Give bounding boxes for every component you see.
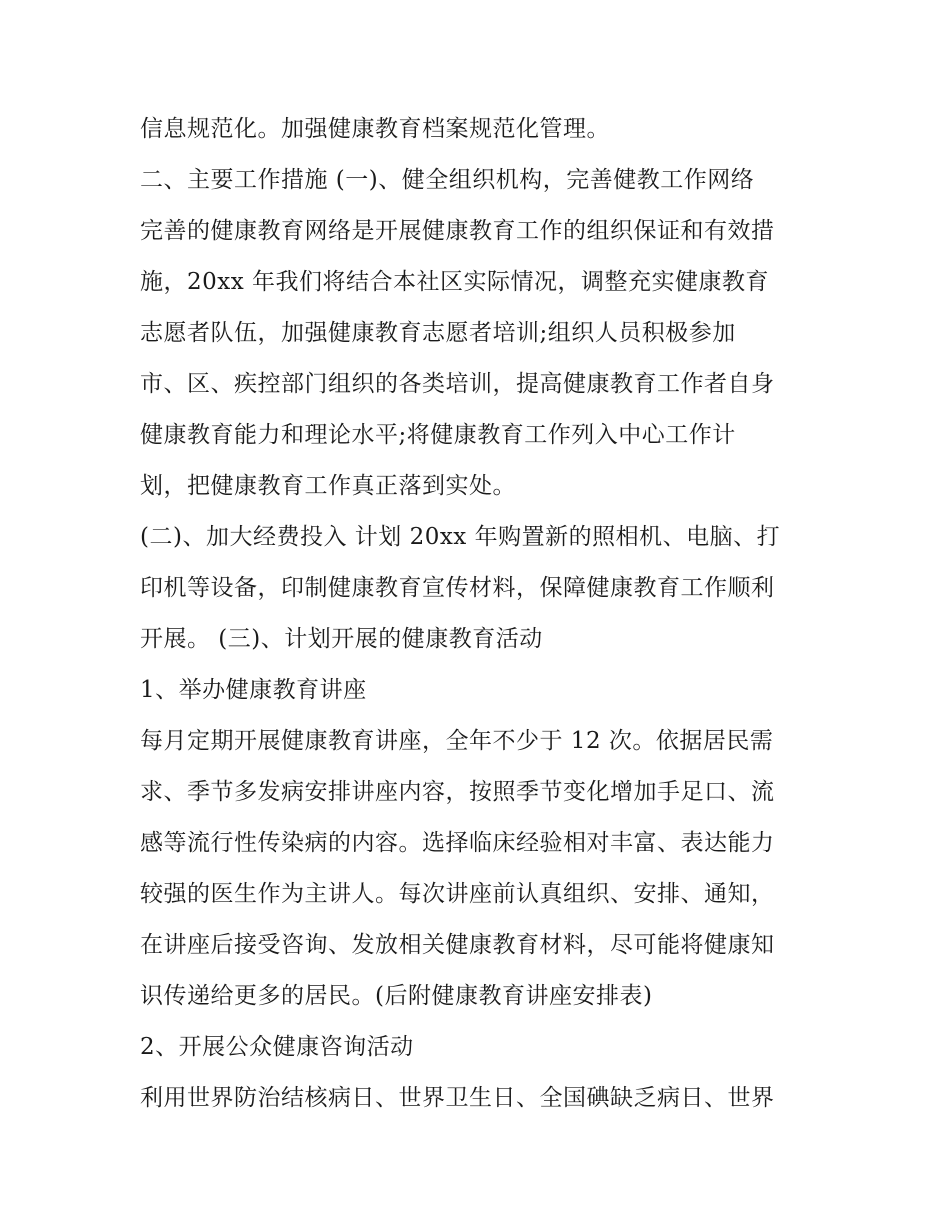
section-heading: 二、主要工作措施 (一)、健全组织机构，完善健教工作网络 [140,167,755,193]
text-line: 开展。 (三)、计划开展的健康教育活动 [140,626,543,652]
text-line: 志愿者队伍，加强健康教育志愿者培训;组织人员积极参加 [140,320,736,346]
document-body [140,104,820,1124]
text-line: 每月定期开展健康教育讲座，全年不少于 12 次。依据居民需 [140,728,774,754]
text-line: 利用世界防治结核病日、世界卫生日、全国碘缺乏病日、世界 [140,1085,775,1111]
text-line: 在讲座后接受咨询、发放相关健康教育材料，尽可能将健康知 [140,932,775,958]
text-line: 施，20xx 年我们将结合本社区实际情况，调整充实健康教育 [140,269,770,295]
text-line: 划，把健康教育工作真正落到实处。 [140,473,516,499]
text-line: 较强的医生作为主讲人。每次讲座前认真组织、安排、通知， [140,881,775,907]
subsection-heading: 2、开展公众健康咨询活动 [140,1034,414,1060]
text-line: (二)、加大经费投入 计划 20xx 年购置新的照相机、电脑、打 [140,524,781,550]
text-line: 求、季节多发病安排讲座内容，按照季节变化增加手足口、流 [140,779,775,805]
text-line: 市、区、疾控部门组织的各类培训，提高健康教育工作者自身 [140,371,775,397]
subsection-heading: 1、举办健康教育讲座 [140,677,367,703]
text-line: 印机等设备，印制健康教育宣传材料，保障健康教育工作顺利 [140,575,775,601]
text-line: 识传递给更多的居民。(后附健康教育讲座安排表) [140,983,653,1009]
text-line: 健康教育能力和理论水平;将健康教育工作列入中心工作计 [140,422,736,448]
text-line: 感等流行性传染病的内容。选择临床经验相对丰富、表达能力 [140,830,775,856]
text-line: 信息规范化。加强健康教育档案规范化管理。 [140,116,610,142]
text-line: 完善的健康教育网络是开展健康教育工作的组织保证和有效措 [140,218,775,244]
